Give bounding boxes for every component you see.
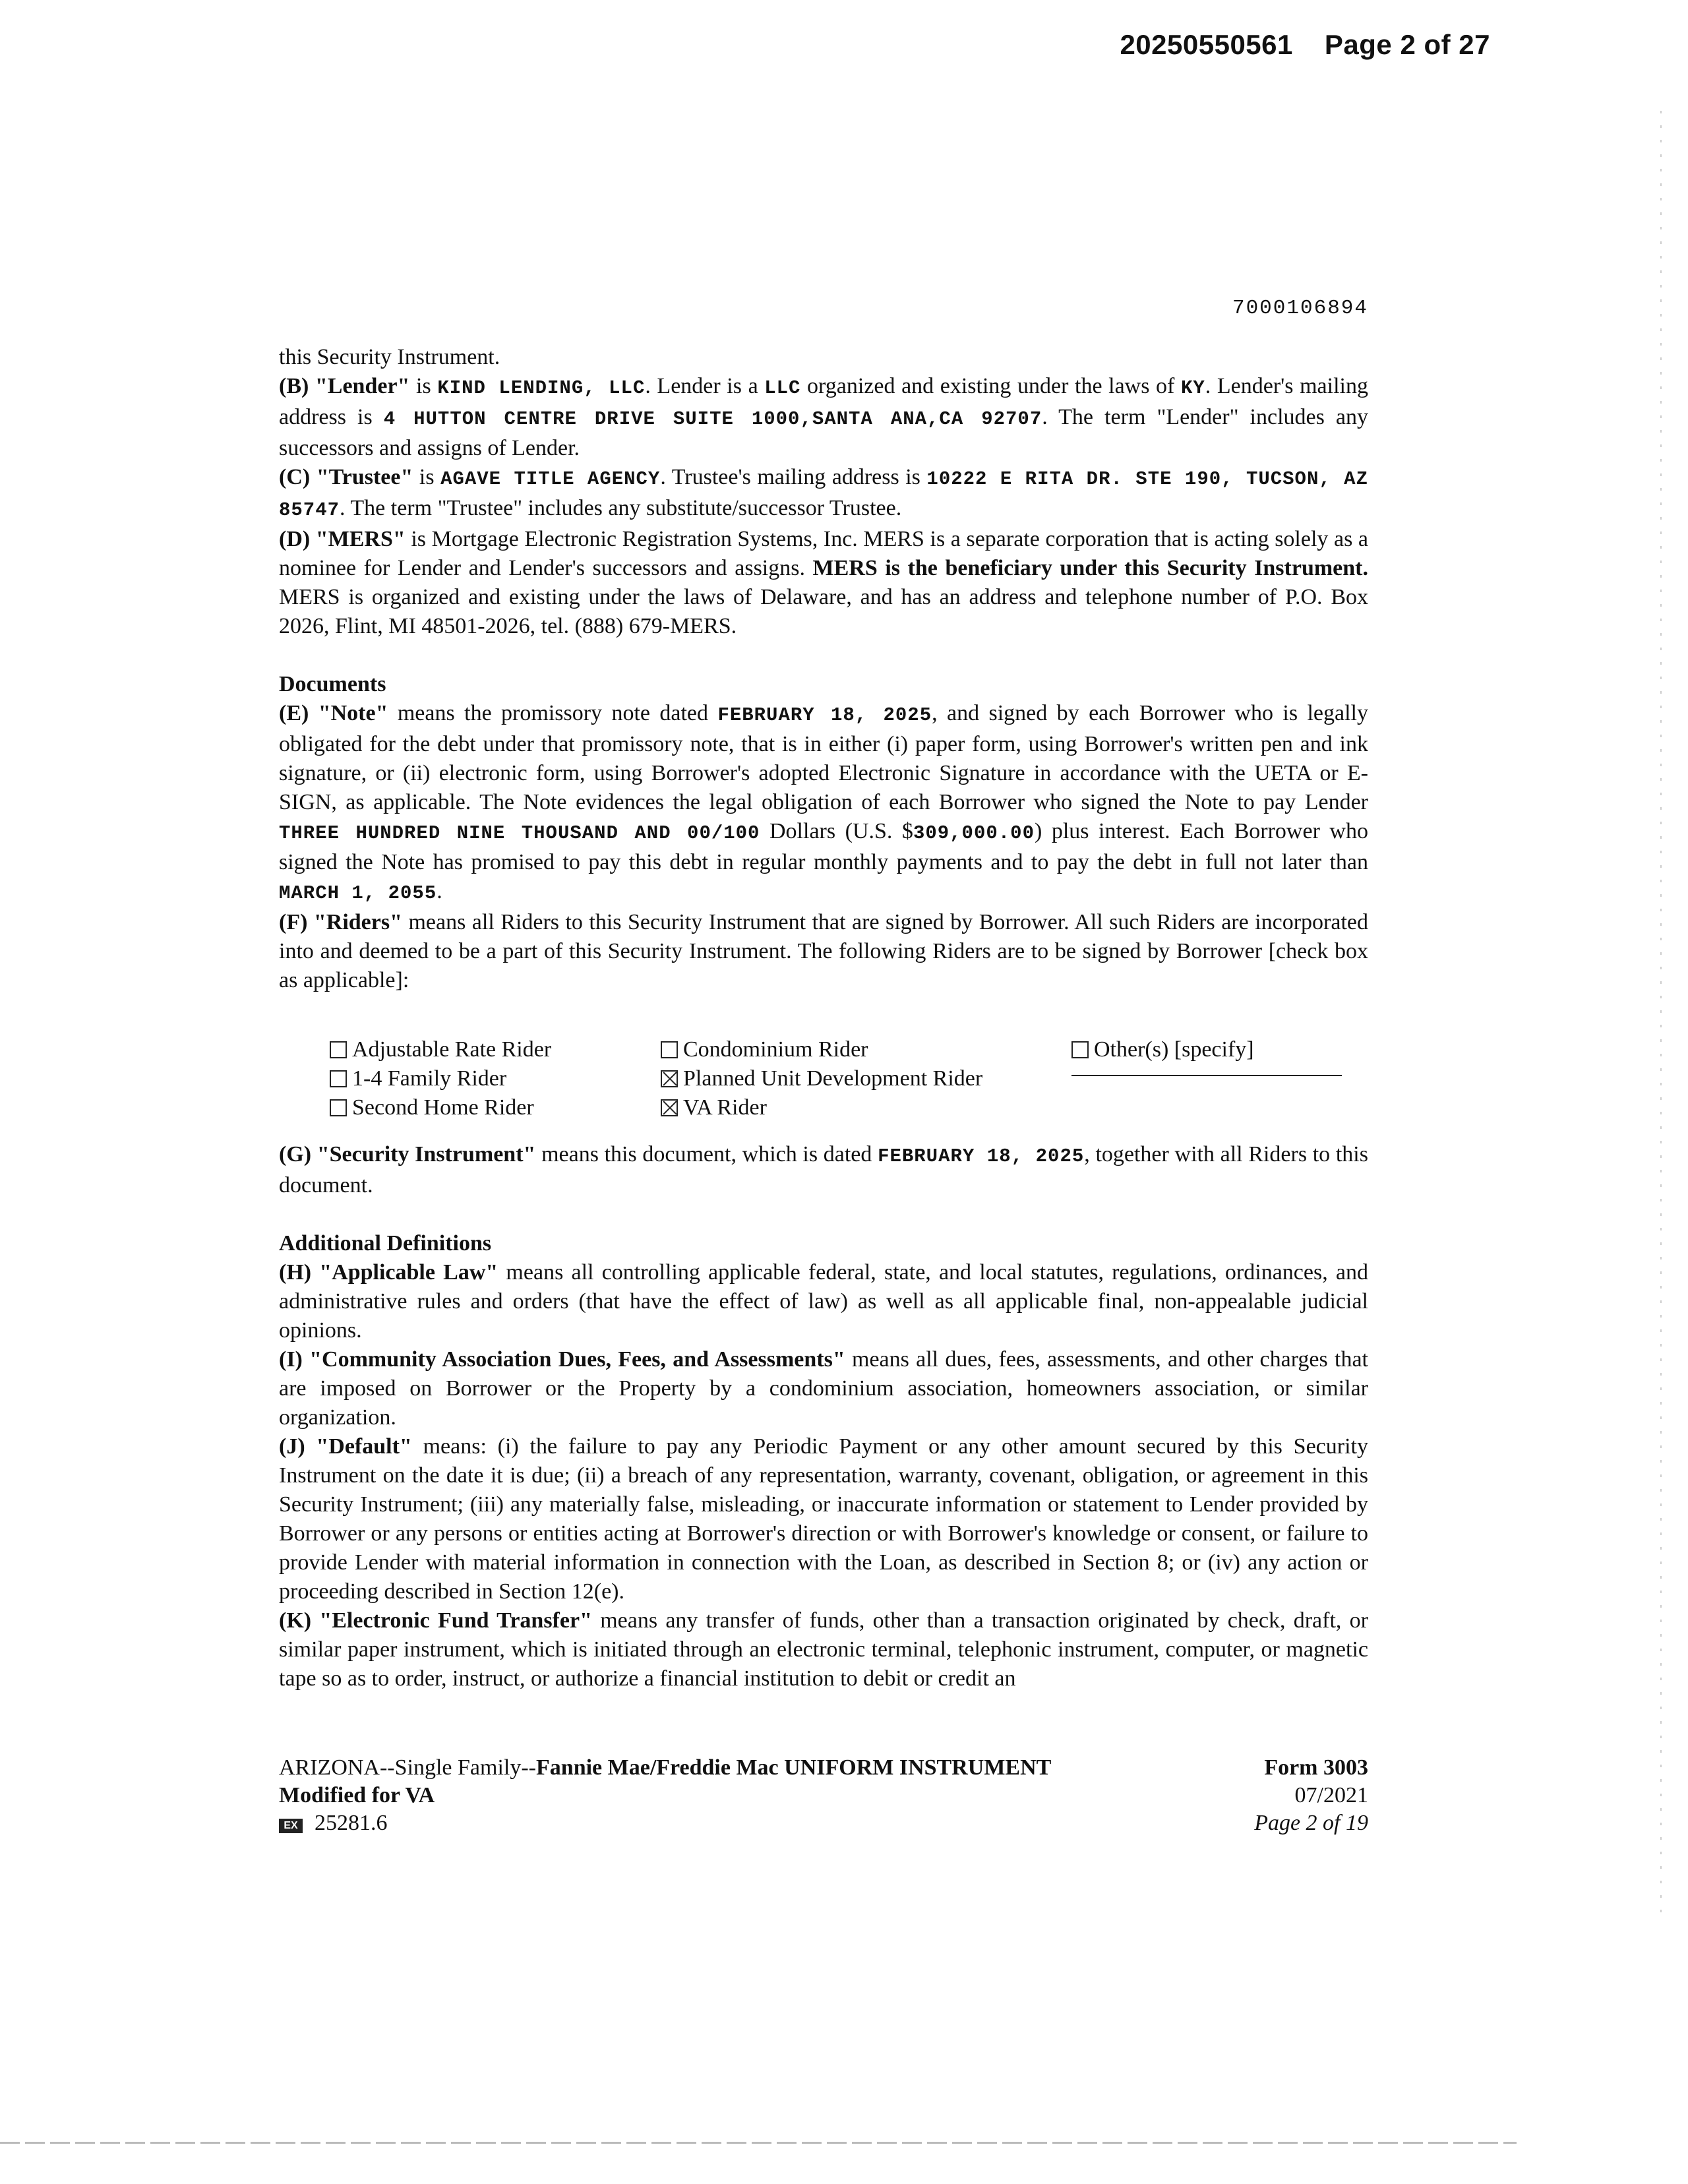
footer-form-code: 25281.6 (315, 1811, 388, 1835)
section-i-association-dues: (I) "Community Association Dues, Fees, and Assessments" means all dues, fees, assessments, and other charges that are imposed on Borrower or the Property by a condominium association, homeowners association, or similar organization. (279, 1347, 1369, 1430)
section-g-security-instrument: (G) "Security Instrument" means this document, which is dated FEBRUARY 18, 2025, together with all Riders to this document. (279, 1142, 1368, 1198)
rider-option[interactable]: Other(s) [specify] (1071, 1035, 1342, 1064)
additional-definitions-heading: Additional Definitions (279, 1231, 492, 1256)
section-label: (B) "Lender" (279, 374, 410, 398)
trustee-address: 10222 E RITA DR. STE 190, TUCSON, AZ 85747 (279, 468, 1368, 521)
lender-state: KY (1180, 377, 1205, 399)
section-label: (J) "Default" (279, 1434, 412, 1459)
footer-page-number: Page 2 of 19 (1254, 1811, 1368, 1835)
rider-option[interactable]: 1-4 Family Rider (330, 1064, 551, 1093)
mers-beneficiary-statement: MERS is the beneficiary under this Security Instrument. (812, 556, 1369, 580)
lender-name: KIND LENDING, LLC (437, 377, 646, 399)
section-label: (E) "Note" (279, 701, 388, 725)
recording-page-label: Page 2 of 27 (1324, 29, 1490, 60)
checkbox-icon[interactable] (330, 1041, 347, 1058)
footer-instrument-name: Fannie Mae/Freddie Mac UNIFORM INSTRUMENT (536, 1755, 1052, 1780)
footer-right (1254, 1754, 1368, 1837)
section-e-note: (E) "Note" means the promissory note dated FEBRUARY 18, 2025, and signed by each Borrower who is legally obligated for the debt under that promissory note, that is in either (i) paper form, using Borrower's written pen and ink signature, or (ii) electronic form, using Borrower's adopted Electronic Signature in accordance with the UETA or E-SIGN, as applicable. The Note evidences the legal obligation of each Borrower who signed the Note to pay Lender THREE HUNDRED NINE THOUSAND AND 00/100 Dollars (U.S. $309,000.00) plus interest. Each Borrower who signed the Note has promised to pay this debt in regular monthly payments and to pay the debt in full not later than MARCH 1, 2055. (279, 701, 1368, 904)
section-label: (F) "Riders" (279, 910, 402, 934)
checkbox-icon[interactable] (661, 1041, 678, 1058)
section-label: (G) "Security Instrument" (279, 1142, 536, 1167)
rider-option[interactable]: VA Rider (661, 1093, 982, 1122)
section-c-trustee: (C) "Trustee" is AGAVE TITLE AGENCY. Trustee's mailing address is 10222 E RITA DR. STE 190, TUCSON, AZ 85747. The term "Trustee" includes any substitute/successor Trustee. (279, 465, 1368, 521)
lender-org-type: LLC (764, 377, 801, 399)
section-d-mers: (D) "MERS" is Mortgage Electronic Registration Systems, Inc. MERS is a separate corporation that is acting solely as a nominee for Lender and Lender's successors and assigns. MERS is the beneficiary under this Security Instrument. MERS is organized and existing under the laws of Delaware, and has an address and telephone number of P.O. Box 2026, Flint, MI 48501-2026, tel. (888) 679-MERS. (279, 527, 1369, 638)
ellie-mae-logo-icon: EX (279, 1819, 303, 1833)
trustee-name: AGAVE TITLE AGENCY (440, 468, 661, 490)
intro-line: this Security Instrument. (279, 345, 500, 369)
section-f-riders: (F) "Riders" means all Riders to this Security Instrument that are signed by Borrower. All such Riders are incorporated into and deemed to be a part of this Security Instrument. The following Riders are to be signed by Borrower [check box as applicable]: (279, 910, 1368, 992)
lender-address: 4 HUTTON CENTRE DRIVE SUITE 1000,SANTA ANA,CA 92707 (383, 408, 1042, 430)
riders-column-3 (1071, 1035, 1342, 1076)
section-label: (I) "Community Association Dues, Fees, and Assessments" (279, 1347, 845, 1372)
checkbox-icon[interactable] (1071, 1041, 1089, 1058)
scan-edge-artifact (1660, 99, 1662, 1912)
loan-amount: 309,000.00 (913, 822, 1035, 844)
footer-state: ARIZONA (279, 1755, 380, 1780)
rider-option[interactable]: Adjustable Rate Rider (330, 1035, 551, 1064)
section-label: (D) "MERS" (279, 527, 406, 551)
riders-column-1 (330, 1035, 551, 1122)
riders-column-2 (661, 1035, 982, 1122)
section-label: (H) "Applicable Law" (279, 1260, 498, 1285)
rider-option[interactable]: Planned Unit Development Rider (661, 1064, 982, 1093)
recording-stamp (1120, 29, 1490, 61)
section-h-applicable-law: (H) "Applicable Law" means all controlling applicable federal, state, and local statutes, regulations, ordinances, and administrative rules and orders (that have the effect of law) as well as all applicable final, non-appealable judicial opinions. (279, 1260, 1368, 1343)
section-k-electronic-fund-transfer: (K) "Electronic Fund Transfer" means any transfer of funds, other than a transaction originated by check, draft, or similar paper instrument, which is initiated through an electronic terminal, telephonic instrument, computer, or magnetic tape so as to order, instruct, or authorize a financial institution to debit or credit an (279, 1608, 1368, 1691)
footer-modified-for: Modified for VA (279, 1783, 435, 1807)
maturity-date: MARCH 1, 2055 (279, 882, 437, 904)
documents-heading: Documents (279, 672, 386, 696)
specify-blank-line[interactable] (1071, 1064, 1342, 1076)
checkbox-icon[interactable] (330, 1070, 347, 1087)
scan-bottom-artifact (0, 2142, 1517, 2144)
checked-checkbox-icon[interactable] (661, 1070, 678, 1087)
security-instrument-date: FEBRUARY 18, 2025 (878, 1145, 1085, 1167)
footer-form-number: Form 3003 (1264, 1755, 1368, 1780)
rider-option[interactable]: Second Home Rider (330, 1093, 551, 1122)
footer-left: ARIZONA--Single Family--Fannie Mae/Freddie Mac UNIFORM INSTRUMENT Modified for VA EX 25281.6 (279, 1755, 1052, 1835)
document-body (279, 343, 1368, 1693)
section-j-default: (J) "Default" means: (i) the failure to pay any Periodic Payment or any other amount secured by this Security Instrument on the date it is due; (ii) a breach of any representation, warranty, covenant, obligation, or agreement in this Security Instrument; (iii) any materially false, misleading, or inaccurate information or statement to Lender provided by Borrower or any persons or entities acting at Borrower's direction or with Borrower's knowledge or consent, or failure to provide Lender with material information in connection with the Loan, as described in Section 8; or (iv) any action or proceeding described in Section 12(e). (279, 1434, 1368, 1604)
section-label: (K) "Electronic Fund Transfer" (279, 1608, 592, 1633)
note-date: FEBRUARY 18, 2025 (717, 704, 932, 726)
section-label: (C) "Trustee" (279, 465, 413, 489)
loan-number: 7000106894 (1232, 297, 1368, 320)
rider-option[interactable]: Condominium Rider (661, 1035, 982, 1064)
section-b-lender: (B) "Lender" is KIND LENDING, LLC. Lender is a LLC organized and existing under the laws of KY. Lender's mailing address is 4 HUTTON CENTRE DRIVE SUITE 1000,SANTA ANA,CA 92707. The term "Lender" includes any successors and assigns of Lender. (279, 374, 1368, 460)
checked-checkbox-icon[interactable] (661, 1099, 678, 1116)
document-number: 20250550561 (1120, 29, 1293, 60)
footer-form-date: 07/2021 (1294, 1783, 1368, 1807)
checkbox-icon[interactable] (330, 1099, 347, 1116)
loan-amount-words: THREE HUNDRED NINE THOUSAND AND 00/100 (279, 822, 760, 844)
